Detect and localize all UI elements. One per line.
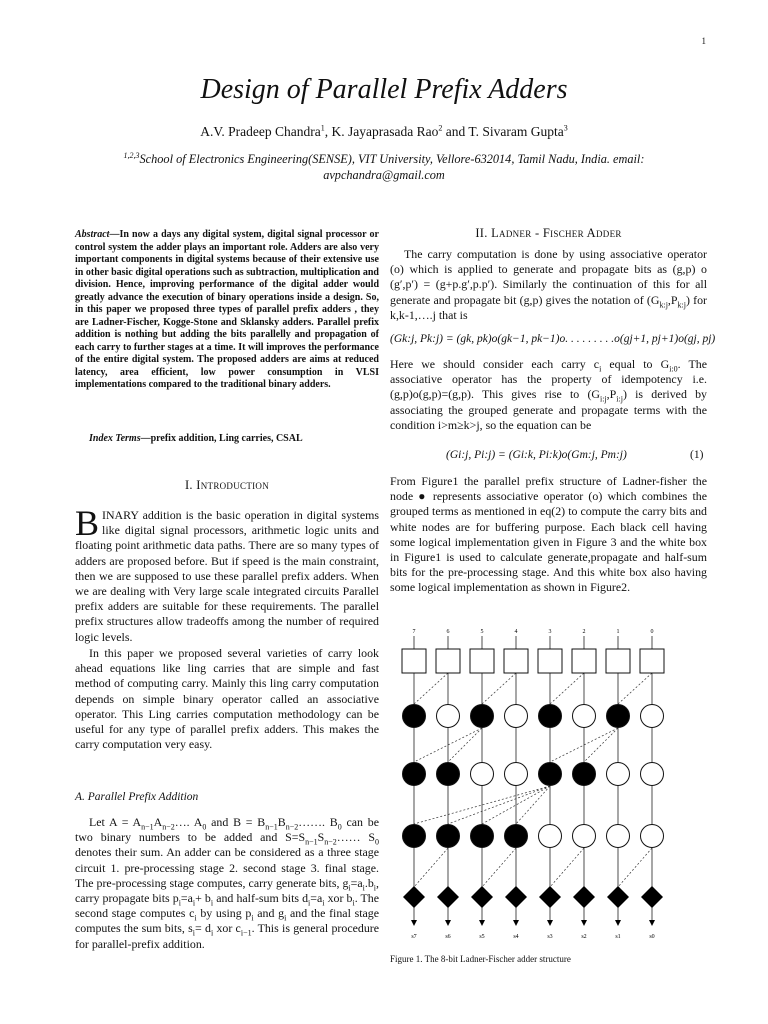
subscript: 0 bbox=[337, 822, 342, 832]
figure-caption: Figure 1. The 8-bit Ladner-Fischer adder structure bbox=[390, 954, 571, 964]
text-run: and half-sum bits d bbox=[213, 891, 309, 906]
carry-wire bbox=[414, 848, 448, 887]
white-cell bbox=[437, 705, 460, 728]
text-run: ) is derived by associating the grouped generate and propagate terms with the condition i>m≥k>j, so the equation can be bbox=[390, 387, 707, 432]
subscript: i−1 bbox=[240, 928, 252, 938]
arrow-head bbox=[479, 920, 485, 926]
author-list bbox=[0, 124, 768, 140]
text-run: B bbox=[277, 815, 286, 829]
sum-bit-label: s5 bbox=[479, 934, 485, 940]
sum-bit-label: s3 bbox=[547, 934, 553, 940]
page-number: 1 bbox=[701, 36, 706, 46]
carry-wire bbox=[482, 673, 516, 704]
author-name: , K. Jayaprasada Rao bbox=[324, 124, 439, 139]
white-cell bbox=[505, 705, 528, 728]
author-email: avpchandra@gmail.com bbox=[323, 168, 445, 182]
sum-cell bbox=[471, 886, 493, 908]
text-run: xor c bbox=[213, 921, 241, 936]
intro-paragraph-1-text: INARY addition is the basic operation in digital systems like digital signal processors, arithmetic logic units and floating point arithmetic data paths. There are so many types of adders are proposed before. But if speed is the main constraint, then we are supposed to use these parallel prefix adders. When we are dealing with Very large scale integrated circuits Parallel prefix adders are suitable for these requirements. The parallel prefix structures allow tradeoffs among the number of required logic levels. bbox=[75, 508, 379, 644]
subscript: i bbox=[362, 883, 365, 893]
subscript: i bbox=[599, 364, 602, 374]
white-cell bbox=[607, 763, 630, 786]
carry-wire bbox=[414, 673, 448, 704]
black-cell bbox=[403, 825, 426, 848]
ladner-paragraph-2 bbox=[390, 357, 707, 433]
text-run: denotes their sum. An adder can be considered as a three stage circuit 1. pre-processing stage 2. second stage 3. final stage. The pre-processing stage computes, carry generate bits, g bbox=[75, 845, 379, 890]
affiliation-mark: 1,2,3 bbox=[123, 150, 140, 160]
sum-bit-label: s4 bbox=[513, 934, 519, 940]
subscript: i bbox=[251, 913, 254, 923]
input-bit-label: 7 bbox=[412, 629, 416, 635]
subscript: i bbox=[373, 883, 377, 893]
preprocess-box bbox=[504, 649, 528, 673]
subscript: i bbox=[284, 913, 287, 923]
input-bit-label: 6 bbox=[446, 629, 450, 635]
subscript: n−1 bbox=[305, 837, 318, 847]
subscript: i bbox=[308, 898, 311, 908]
carry-wire bbox=[584, 728, 618, 762]
subsection-heading: A. Parallel Prefix Addition bbox=[75, 791, 199, 803]
text-run: . The associative operator has the property of idempotency i.e. (g,p)o(g,p)=(g,p). This gives rise to (G bbox=[390, 357, 708, 402]
subscript: 0 bbox=[375, 837, 379, 847]
affiliation bbox=[60, 151, 708, 183]
subscript: 0 bbox=[202, 822, 207, 832]
sum-cell bbox=[607, 886, 629, 908]
sum-cell bbox=[539, 886, 561, 908]
section-heading-ladner-fischer: II. Ladner - Fischer Adder bbox=[475, 226, 622, 240]
ladner-paragraph-1 bbox=[390, 247, 707, 323]
sum-cell bbox=[403, 886, 425, 908]
ladner-fischer-diagram bbox=[392, 624, 676, 946]
author-affil-mark: 1 bbox=[320, 123, 325, 133]
sum-bit-label: s6 bbox=[445, 934, 451, 940]
arrow-head bbox=[615, 920, 621, 926]
subscript: i bbox=[352, 898, 355, 908]
black-cell bbox=[505, 825, 528, 848]
equation-carry-chain: (Gk:j, Pk:j) = (gk, pk)o(gk−1, pk−1)o. . . . . . . . .o(gj+1, pj+1)o(gj, pj) bbox=[390, 333, 716, 345]
input-bit-label: 4 bbox=[514, 629, 518, 635]
white-cell bbox=[505, 763, 528, 786]
input-bit-label: 3 bbox=[548, 629, 552, 635]
arrow-head bbox=[581, 920, 587, 926]
arrow-head bbox=[445, 920, 451, 926]
white-cell bbox=[539, 825, 562, 848]
preprocess-box bbox=[572, 649, 596, 673]
carry-wire bbox=[516, 786, 550, 824]
text-run: . The second stage computes c bbox=[75, 891, 380, 921]
abstract bbox=[75, 229, 379, 392]
text-run: equal to G bbox=[601, 357, 670, 371]
text-run: can be two binary numbers to be added and S=S bbox=[75, 815, 379, 845]
sum-cell bbox=[505, 886, 527, 908]
index-terms bbox=[75, 433, 379, 446]
subscript: i:0 bbox=[669, 364, 678, 374]
author-name: and T. Sivaram Gupta bbox=[442, 124, 564, 139]
text-run: ) for k,k-1,….j that is bbox=[390, 292, 707, 322]
preprocess-box bbox=[402, 649, 426, 673]
white-cell bbox=[641, 825, 664, 848]
subscript: i bbox=[192, 928, 196, 938]
black-cell bbox=[539, 763, 562, 786]
carry-wire bbox=[482, 848, 516, 887]
text-run: ,P bbox=[667, 292, 678, 307]
text-run: =a bbox=[310, 891, 323, 906]
text-run: and the final stage computes the sum bits, s bbox=[75, 906, 380, 936]
subscript: n−2 bbox=[162, 822, 175, 832]
sum-bit-label: s7 bbox=[411, 934, 417, 940]
text-run: =a bbox=[180, 891, 193, 906]
white-cell bbox=[573, 705, 596, 728]
text-run: and g bbox=[253, 906, 285, 921]
text-run: . This is general procedure for parallel-prefix addition. bbox=[75, 921, 379, 951]
subscript: n−1 bbox=[141, 822, 154, 832]
black-cell bbox=[471, 825, 494, 848]
author-affil-mark: 2 bbox=[438, 123, 443, 133]
arrow-head bbox=[411, 920, 417, 926]
input-bit-label: 2 bbox=[582, 629, 586, 635]
preprocess-box bbox=[436, 649, 460, 673]
input-bit-label: 0 bbox=[650, 629, 654, 635]
subscript: n−2 bbox=[285, 822, 299, 832]
input-bit-label: 5 bbox=[480, 629, 484, 635]
index-terms-label: Index Terms bbox=[89, 433, 141, 444]
preprocess-box bbox=[538, 649, 562, 673]
text-run: ,P bbox=[606, 387, 617, 402]
subscript: n−1 bbox=[265, 822, 278, 832]
subscript: k:j bbox=[677, 299, 686, 309]
subscript: i bbox=[348, 883, 351, 893]
abstract-label: Abstract bbox=[75, 229, 110, 240]
ladner-paragraph-3: From Figure1 the parallel prefix structure of Ladner-fisher the node ● represents associative operator (o) which combines the grouped terms as mentioned in eq(2) to compute the carry bits and white nodes are for buffering purpose. Each black cell having some logical implementation given in Figure 3 and the white box in Figure1 is used to calculate generate,propagate and half-sum bits for the pre-processing stage. And this white box also having some logical implementation as shown in Figure2. bbox=[390, 474, 707, 595]
text-run: and B = B bbox=[206, 815, 266, 829]
paper-title: Design of Parallel Prefix Adders bbox=[200, 74, 568, 105]
arrow-head bbox=[513, 920, 519, 926]
subscript: i bbox=[178, 898, 181, 908]
sum-cell bbox=[641, 886, 663, 908]
text-run: ……. B bbox=[298, 815, 338, 829]
text-run: Let A = A bbox=[89, 815, 142, 829]
equation-1: (Gi:j, Pi:j) = (Gi:k, Pi:k)o(Gm:j, Pm:j) bbox=[446, 449, 627, 461]
text-run: …… S bbox=[336, 830, 375, 845]
subscript: i:j bbox=[616, 394, 623, 404]
author-name: A.V. Pradeep Chandra bbox=[200, 124, 321, 139]
subscript: i bbox=[322, 898, 325, 908]
equation-number: (1) bbox=[690, 449, 704, 461]
sum-cell bbox=[437, 886, 459, 908]
carry-wire bbox=[618, 848, 652, 887]
subscript: k:j bbox=[659, 299, 668, 309]
black-cell bbox=[403, 705, 426, 728]
text-run: , carry propagate bits p bbox=[75, 875, 379, 906]
section-heading-introduction: I. Introduction bbox=[184, 478, 270, 492]
carry-wire bbox=[550, 848, 584, 887]
black-cell bbox=[437, 825, 460, 848]
subscript: n−2 bbox=[324, 837, 337, 847]
sum-bit-label: s0 bbox=[649, 934, 655, 940]
black-cell bbox=[437, 763, 460, 786]
index-terms-body: —prefix addition, Ling carries, CSAL bbox=[140, 433, 303, 444]
drop-cap: B bbox=[75, 503, 100, 543]
text-run: =a bbox=[350, 875, 363, 890]
text-run: Here we should consider each carry c bbox=[390, 357, 600, 371]
preprocess-box bbox=[606, 649, 630, 673]
black-cell bbox=[471, 705, 494, 728]
text-run: xor b bbox=[324, 891, 353, 906]
affiliation-line: School of Electronics Engineering(SENSE), VIT University, Vellore-632014, Tamil Nadu, India. email: bbox=[139, 152, 645, 166]
white-cell bbox=[641, 705, 664, 728]
carry-wire bbox=[550, 673, 584, 704]
sum-bit-label: s2 bbox=[581, 934, 587, 940]
black-cell bbox=[573, 763, 596, 786]
sum-cell bbox=[573, 886, 595, 908]
subscript: i bbox=[210, 898, 214, 908]
abstract-body: —In now a days any digital system, digital signal processor or control system the adder plays an important role. Adders are also very important components in digital systems because of their extensive use in other basic digital operations such as subtraction, multiplication and division. Hence, improving performance of the digital adder would greatly advance the execution of binary operations inside a design. So, in this paper we proposed three types of parallel prefix adders , they are Ladner-Fischer, Kogge-Stone and Sklansky adders. Parallel prefix addition is nothing but adding the bits parallelly and propagation of each carry to further stages at a time. It will improves the performance of the entire digital system. The proposed adders are aims at reduced latency, area efficient, low power consumption in VLSI implementations compared to the traditional binary adders. bbox=[75, 229, 379, 390]
diagram-nodes bbox=[402, 649, 664, 926]
subscript: i bbox=[210, 928, 214, 938]
author-affil-mark: 3 bbox=[563, 123, 568, 133]
subscript: i bbox=[192, 898, 196, 908]
carry-wire bbox=[448, 786, 550, 824]
preprocess-box bbox=[640, 649, 664, 673]
arrow-head bbox=[547, 920, 553, 926]
white-cell bbox=[471, 763, 494, 786]
intro-paragraph-1 bbox=[75, 503, 379, 645]
text-run: …. A bbox=[174, 815, 203, 829]
white-cell bbox=[607, 825, 630, 848]
subscript: i:j bbox=[600, 394, 607, 404]
text-run: = d bbox=[195, 921, 211, 936]
parallel-prefix-paragraph bbox=[75, 815, 379, 952]
black-cell bbox=[403, 763, 426, 786]
sum-bit-label: s1 bbox=[615, 934, 621, 940]
white-cell bbox=[641, 763, 664, 786]
text-run: A bbox=[153, 815, 163, 829]
text-run: S bbox=[317, 830, 325, 845]
preprocess-box bbox=[470, 649, 494, 673]
black-cell bbox=[539, 705, 562, 728]
subscript: i bbox=[194, 913, 197, 923]
text-run: The carry computation is done by using associative operator (o) which is applied to generate and propagate bits as (g,p) o (g′,p′) = (g+p.g′,p.p′). Similarly the continuation of this for all generate and propagate bit (g,p) gives the notation of (G bbox=[390, 247, 707, 307]
carry-wire bbox=[618, 673, 652, 704]
input-bit-label: 1 bbox=[616, 629, 620, 635]
text-run: .b bbox=[364, 875, 374, 890]
arrow-head bbox=[649, 920, 655, 926]
black-cell bbox=[607, 705, 630, 728]
white-cell bbox=[573, 825, 596, 848]
text-run: + b bbox=[195, 891, 211, 906]
carry-wire bbox=[448, 728, 482, 762]
intro-paragraph-2: In this paper we proposed several varieties of carry look ahead equations like ling carries that are simple and fast method of computing carry. Mainly this ling carry computation depends on simple binary operator called an associative operator. This Ling carries computation methodology can be useful for any type of parallel prefix adders. This makes the carry computation very easy. bbox=[75, 646, 379, 752]
text-run: by using p bbox=[196, 906, 252, 921]
